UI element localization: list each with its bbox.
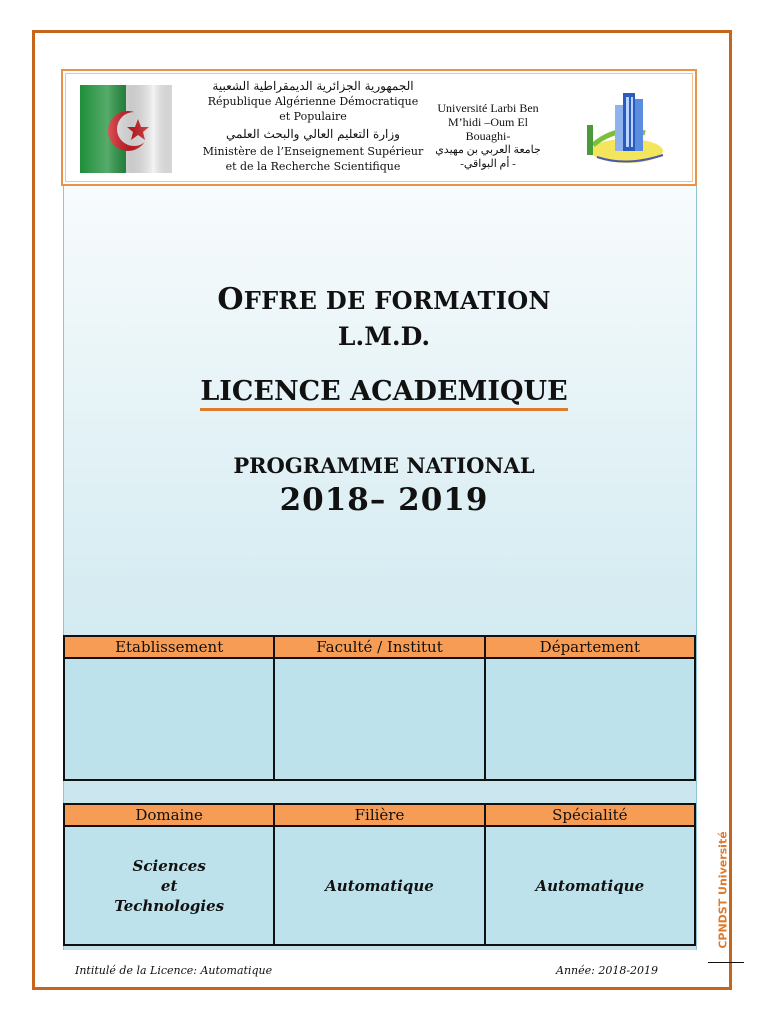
header-faculte: Faculté / Institut bbox=[274, 636, 484, 658]
programme-title: PROGRAMME NATIONAL bbox=[233, 453, 535, 478]
header bbox=[61, 69, 697, 186]
cell-domaine bbox=[64, 826, 274, 945]
licence-title-wrap bbox=[0, 376, 768, 411]
republic-ministry-block bbox=[198, 79, 428, 174]
header-filiere: Filière bbox=[274, 804, 484, 826]
cell-specialite: Automatique bbox=[485, 826, 695, 945]
cell-faculte bbox=[274, 658, 484, 780]
algeria-flag-icon bbox=[80, 85, 172, 173]
offre-title bbox=[0, 282, 768, 317]
program-table bbox=[63, 803, 696, 946]
institution-table bbox=[63, 635, 696, 781]
university-french-line1: Université Larbi Ben bbox=[437, 101, 539, 115]
cell-etablissement bbox=[64, 658, 274, 780]
university-arabic-line1: جامعة العربي بن مهيدي bbox=[435, 144, 541, 156]
university-french-line2: M’hidi –Oum El Bouaghi- bbox=[448, 115, 528, 143]
header-specialite: Spécialité bbox=[485, 804, 695, 826]
footer-year: Année: 2018-2019 bbox=[556, 964, 659, 977]
header-departement: Département bbox=[485, 636, 695, 658]
side-watermark bbox=[715, 830, 731, 950]
domaine-line: Sciences bbox=[132, 856, 206, 875]
footer-divider bbox=[708, 962, 744, 963]
side-watermark-text: CPNDST Université bbox=[716, 831, 730, 949]
header-etablissement: Etablissement bbox=[64, 636, 274, 658]
lmd-title: L.M.D. bbox=[337, 322, 431, 351]
republic-french-line1: République Algérienne Démocratique bbox=[207, 95, 419, 108]
cell-filiere: Automatique bbox=[274, 826, 484, 945]
footer-licence-title: Intitulé de la Licence: Automatique bbox=[75, 964, 273, 977]
university-name-block bbox=[428, 101, 548, 171]
domaine-line: Technologies bbox=[114, 896, 225, 915]
cell-departement bbox=[485, 658, 695, 780]
header-domaine: Domaine bbox=[64, 804, 274, 826]
republic-arabic: الجمهورية الجزائرية الديمقراطية الشعبية bbox=[212, 79, 414, 93]
ministry-french-line2: et de la Recherche Scientifique bbox=[225, 160, 401, 173]
years-title: 2018– 2019 bbox=[279, 482, 489, 518]
offre-title-initial: O bbox=[217, 282, 244, 317]
offre-title-rest: FFRE DE FORMATION bbox=[243, 286, 551, 315]
university-arabic-line2: - أم البواقي- bbox=[460, 158, 516, 170]
university-logo-icon bbox=[587, 85, 677, 171]
republic-french-line2: et Populaire bbox=[279, 110, 347, 123]
ministry-french-line1: Ministère de l’Enseignement Supérieur bbox=[202, 145, 424, 158]
licence-title: LICENCE ACADEMIQUE bbox=[200, 376, 567, 411]
domaine-line: et bbox=[160, 876, 178, 895]
ministry-arabic: وزارة التعليم العالي والبحث العلمي bbox=[226, 127, 400, 141]
